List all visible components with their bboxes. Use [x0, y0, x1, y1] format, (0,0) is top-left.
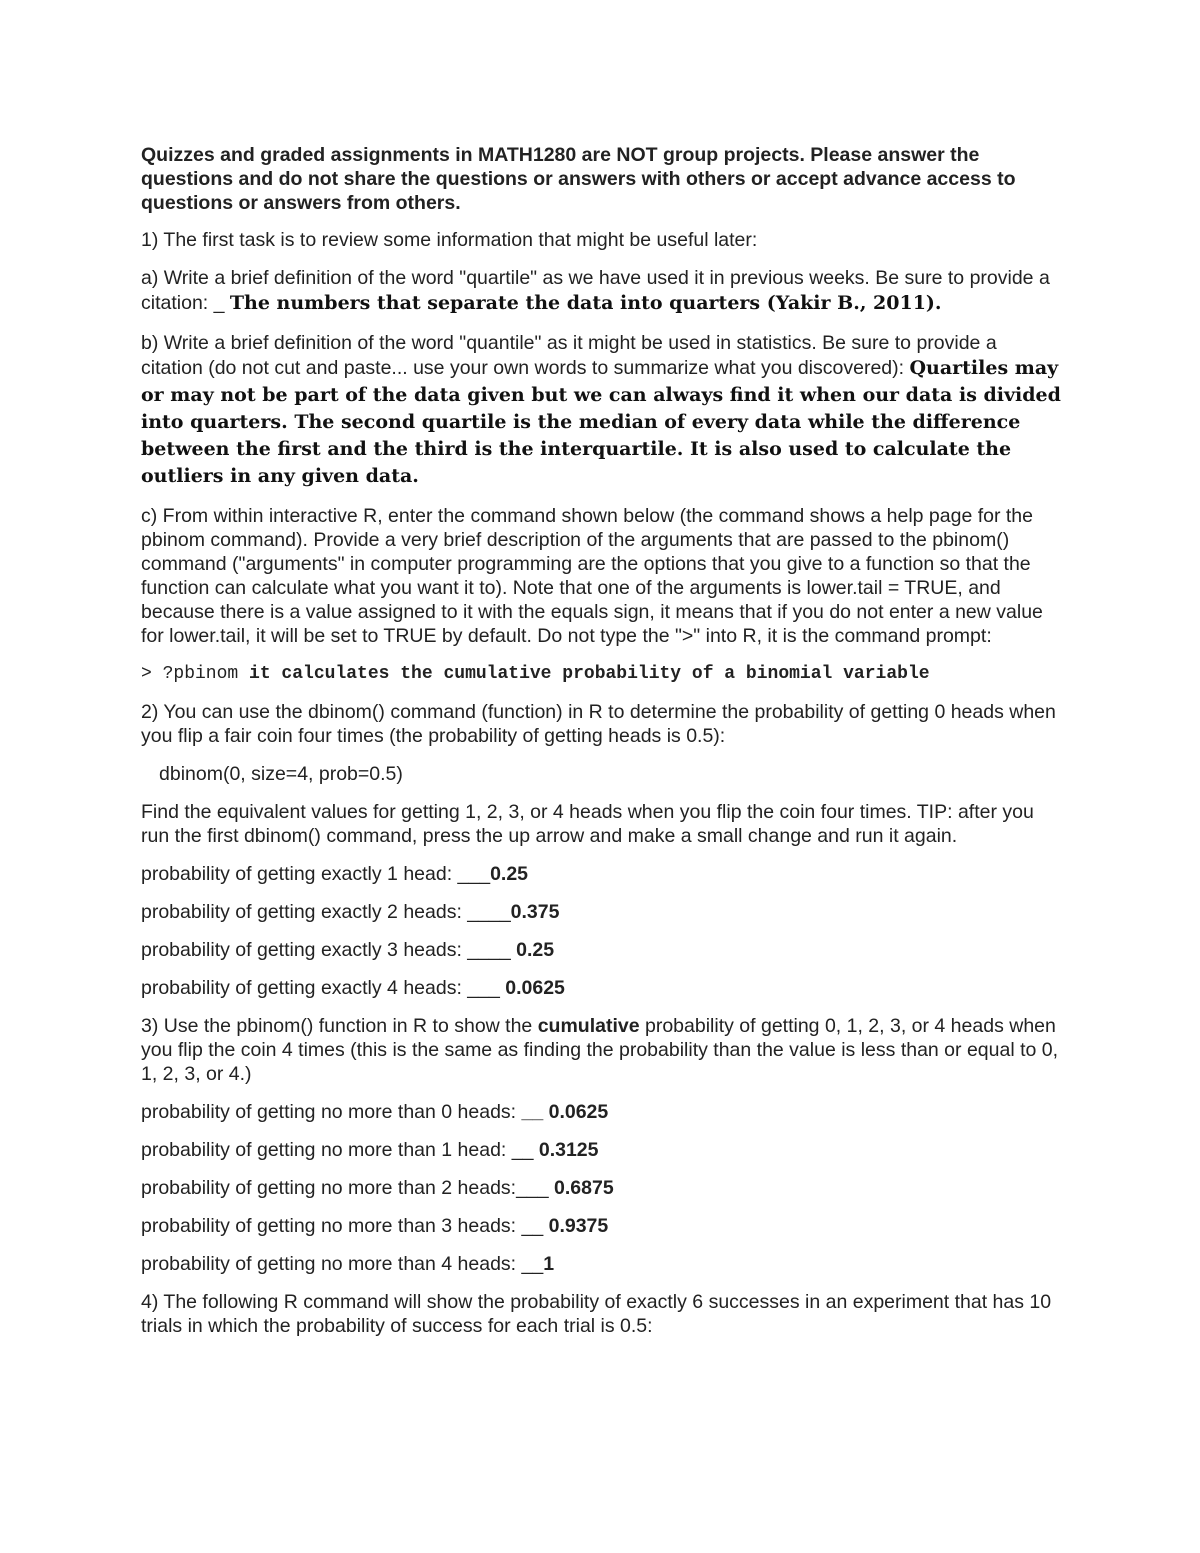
question-3-text [141, 1014, 1061, 1086]
dbinom-command: dbinom(0, size=4, prob=0.5) [159, 763, 403, 785]
q2-row-2 [141, 900, 1061, 924]
question-2-text: 2) You can use the dbinom() command (function) in R to determine the probability of getting 0 heads when you flip a fair coin four times (the probability of getting heads is 0.5): [141, 701, 1056, 747]
question-1b-answer: Quartiles may or may not be part of the data given but we can always find it when our data is divided into quarters. The second quartile is the median of every data while the difference between the first and the third is the interquartile. It is also used to calculate the outliers in any given data. [141, 357, 1061, 487]
q2-row-answer: 0.25 [516, 939, 555, 961]
document-page [141, 143, 1061, 1352]
q3-row-label: probability of getting no more than 0 heads: [141, 1101, 522, 1123]
question-1a [141, 266, 1061, 317]
q2-row-answer: 0.375 [510, 901, 560, 923]
q3-row-label: probability of getting no more than 2 heads:___ [141, 1177, 555, 1199]
q2-row-answer: 0.0625 [505, 977, 565, 999]
question-1a-answer: The numbers that separate the data into quarters (Yakir B., 2011). [229, 292, 942, 314]
q3-row-4 [141, 1214, 1061, 1238]
q3-row-2 [141, 1138, 1061, 1162]
q3-row-label: probability of getting no more than 1 head: __ [141, 1139, 539, 1161]
q3-row-answer: 0.3125 [538, 1139, 599, 1161]
q3-row-1 [141, 1100, 1061, 1124]
q2-row-3 [141, 938, 1061, 962]
academic-integrity-notice: Quizzes and graded assignments in MATH1280 are NOT group projects. Please answer the questions and do not share the questions or answers with others or accept advance access to questions or answers from others. [141, 144, 1016, 214]
question-1c-answer: it calculates the cumulative probability of a binomial variable [249, 664, 930, 684]
question-3-text-before: 3) Use the pbinom() function in R to show the [141, 1015, 538, 1037]
question-3-text-after: probability of getting 0, 1, 2, 3, or 4 heads when you flip the coin 4 times (this is the same as finding the probability than the value is less than or equal to 0, 1, 2, 3, or 4.) [141, 1015, 1059, 1085]
q2-row-label: probability of getting exactly 4 heads: ___ [141, 977, 506, 999]
question-1c-command-line [141, 662, 1061, 686]
question-1a-prompt: a) Write a brief definition of the word "quartile" as we have used it in previous weeks. Be sure to provide a citation: _ [141, 267, 1050, 314]
question-1b-prompt: b) Write a brief definition of the word "quantile" as it might be used in statistics. Be sure to provide a citation (do not cut and paste... use your own words to summarize what you discovered): [141, 332, 997, 379]
question-1-text: 1) The first task is to review some information that might be useful later: [141, 229, 758, 251]
cumulative-keyword: cumulative [537, 1015, 640, 1037]
q2-row-4 [141, 976, 1061, 1000]
q3-row-label: probability of getting no more than 4 heads: __ [141, 1253, 544, 1275]
question-2-instructions: Find the equivalent values for getting 1, 2, 3, or 4 heads when you flip the coin four times. TIP: after you run the first dbinom() command, press the up arrow and make a small change and run it again. [141, 801, 1034, 847]
q2-row-answer: 0.25 [490, 863, 529, 885]
q3-row-answer: 0.6875 [554, 1177, 614, 1199]
q2-row-label: probability of getting exactly 2 heads: ____ [141, 901, 511, 923]
question-1b [141, 331, 1061, 490]
q3-row-5 [141, 1252, 1061, 1276]
q3-row-3 [141, 1176, 1061, 1200]
q3-row-answer: 0.9375 [548, 1215, 609, 1237]
q2-row-1 [141, 862, 1061, 886]
q3-row-label: probability of getting no more than 3 heads: __ [141, 1215, 549, 1237]
q2-row-label: probability of getting exactly 3 heads: ____ [141, 939, 517, 961]
question-1c-prompt: c) From within interactive R, enter the command shown below (the command shows a help page for the pbinom command). Provide a very brief description of the arguments that are passed to the pbinom() command ("arguments" in computer programming are the options that you give to a function so that the function can calculate what you want it to). Note that one of the arguments is lower.tail = TRUE, and because there is a value assigned to it with the equals sign, it means that if you do not enter a new value for lower.tail, it will be set to TRUE by default. Do not type the ">" into R, it is the command prompt: [141, 505, 1043, 647]
question-4-text: 4) The following R command will show the probability of exactly 6 successes in an experiment that has 10 trials in which the probability of success for each trial is 0.5: [141, 1291, 1052, 1337]
q2-row-label: probability of getting exactly 1 head: ___ [141, 863, 491, 885]
q3-row-answer: 1 [543, 1253, 555, 1275]
r-command: > ?pbinom [141, 664, 250, 684]
q3-row-answer: __ 0.0625 [521, 1101, 609, 1123]
